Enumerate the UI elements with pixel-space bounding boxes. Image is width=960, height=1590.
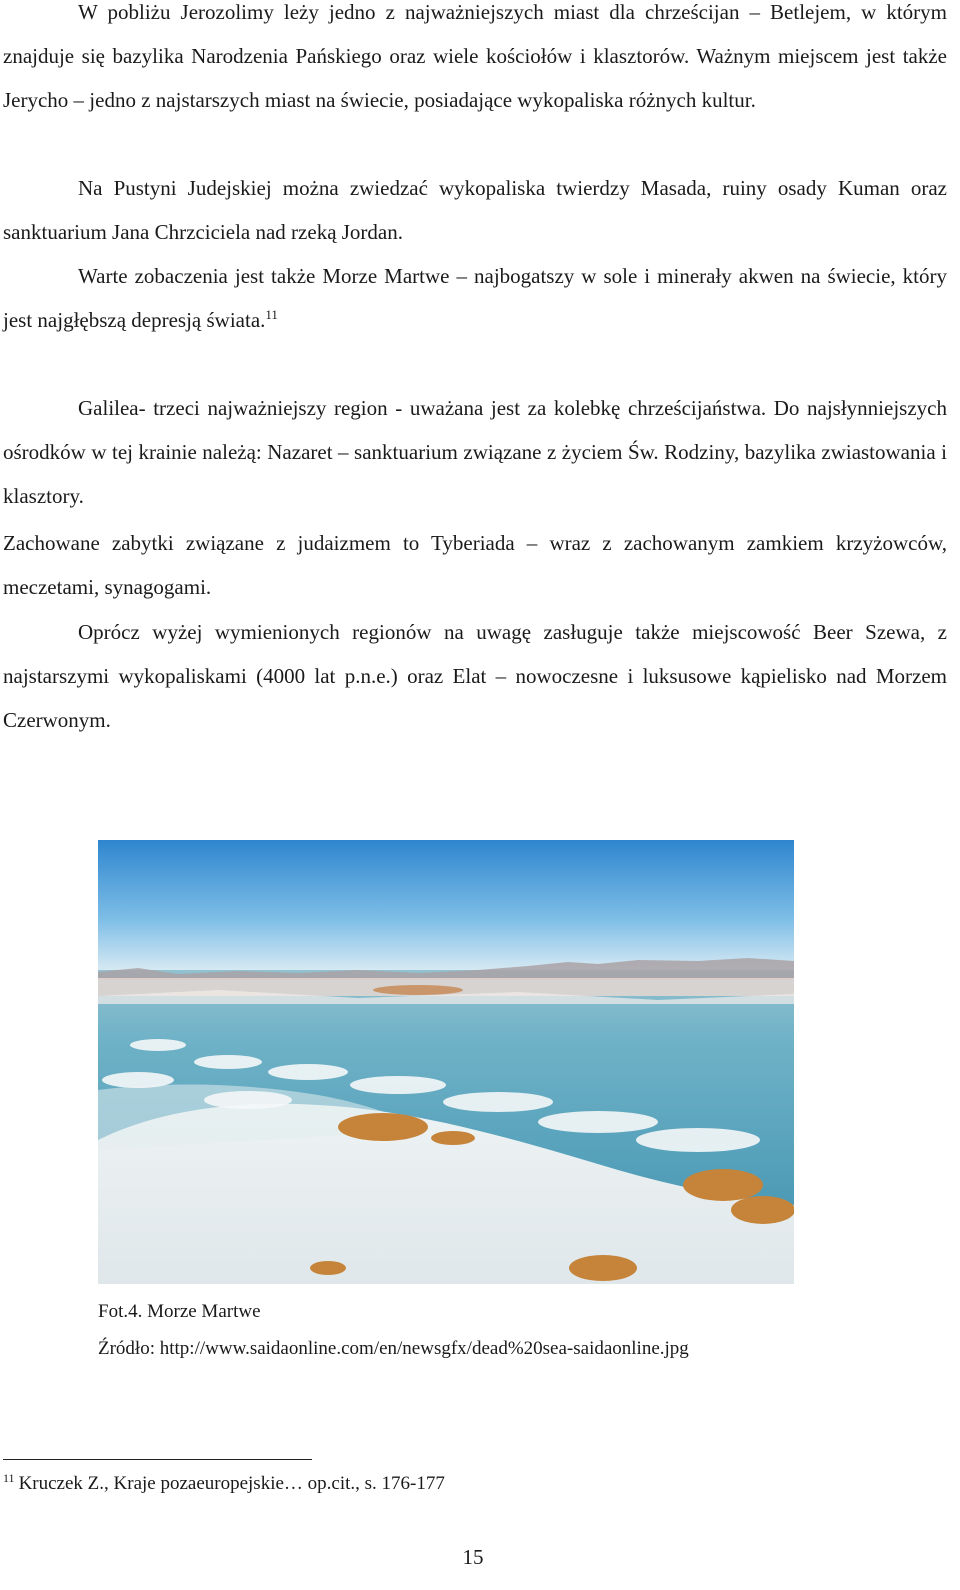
paragraph-galilee: Galilea- trzeci najważniejszy region - uważana jest za kolebkę chrześcijaństwa. Do najsłynniejszych ośrodków w tej krainie należą: Nazaret – sanktuarium związane z życiem Św. Rodziny, bazylika zwiastowania i klasztory. bbox=[3, 396, 947, 508]
figure-caption: Fot.4. Morze Martwe bbox=[98, 1301, 261, 1322]
paragraph-dead-sea-text: Warte zobaczenia jest także Morze Martwe – najbogatszy w sole i minerały akwen na świecie, który jest najgłębszą depresją świata. bbox=[3, 264, 947, 332]
paragraph-other-regions: Oprócz wyżej wymienionych regionów na uwagę zasługuje także miejscowość Beer Szewa, z najstarszymi wykopaliskami (4000 lat p.n.e.) oraz Elat – nowoczesne i luksusowe kąpielisko nad Morzem Czerwonym. bbox=[3, 620, 947, 732]
paragraph-bethlehem: W pobliżu Jerozolimy leży jedno z najważniejszych miast dla chrześcijan – Betlejem, w którym znajduje się bazylika Narodzenia Pańskiego oraz wiele kościołów i klasztorów. Ważnym miejscem jest także Jerycho – jedno z najstarszych miast na świecie, posiadające wykopaliska różnych kultur. bbox=[3, 0, 947, 112]
paragraph-tiberias: Zachowane zabytki związane z judaizmem to Tyberiada – wraz z zachowanym zamkiem krzyżowców, meczetami, synagogami. bbox=[3, 531, 947, 599]
footnote-reference[interactable]: 11 bbox=[265, 307, 278, 322]
footnote-number: 11 bbox=[3, 1470, 15, 1485]
figure-source-label: Źródło: bbox=[98, 1338, 155, 1359]
dead-sea-photo bbox=[98, 840, 794, 1284]
footnote bbox=[3, 1470, 445, 1498]
paragraph-judean-desert: Na Pustyni Judejskiej można zwiedzać wykopaliska twierdzy Masada, ruiny osady Kuman oraz sanktuarium Jana Chrzciciela nad rzeką Jordan. bbox=[3, 176, 947, 244]
paragraph-dead-sea bbox=[3, 254, 947, 342]
figure-source-url[interactable]: http://www.saidaonline.com/en/newsgfx/dead%20sea-saidaonline.jpg bbox=[159, 1338, 689, 1359]
page-number: 15 bbox=[462, 1545, 484, 1569]
footnote-text: Kruczek Z., Kraje pozaeuropejskie… op.cit., s. 176-177 bbox=[18, 1473, 445, 1494]
figure-source bbox=[98, 1337, 689, 1361]
dead-sea-photo-image bbox=[98, 840, 794, 1284]
footnote-separator bbox=[3, 1459, 312, 1460]
